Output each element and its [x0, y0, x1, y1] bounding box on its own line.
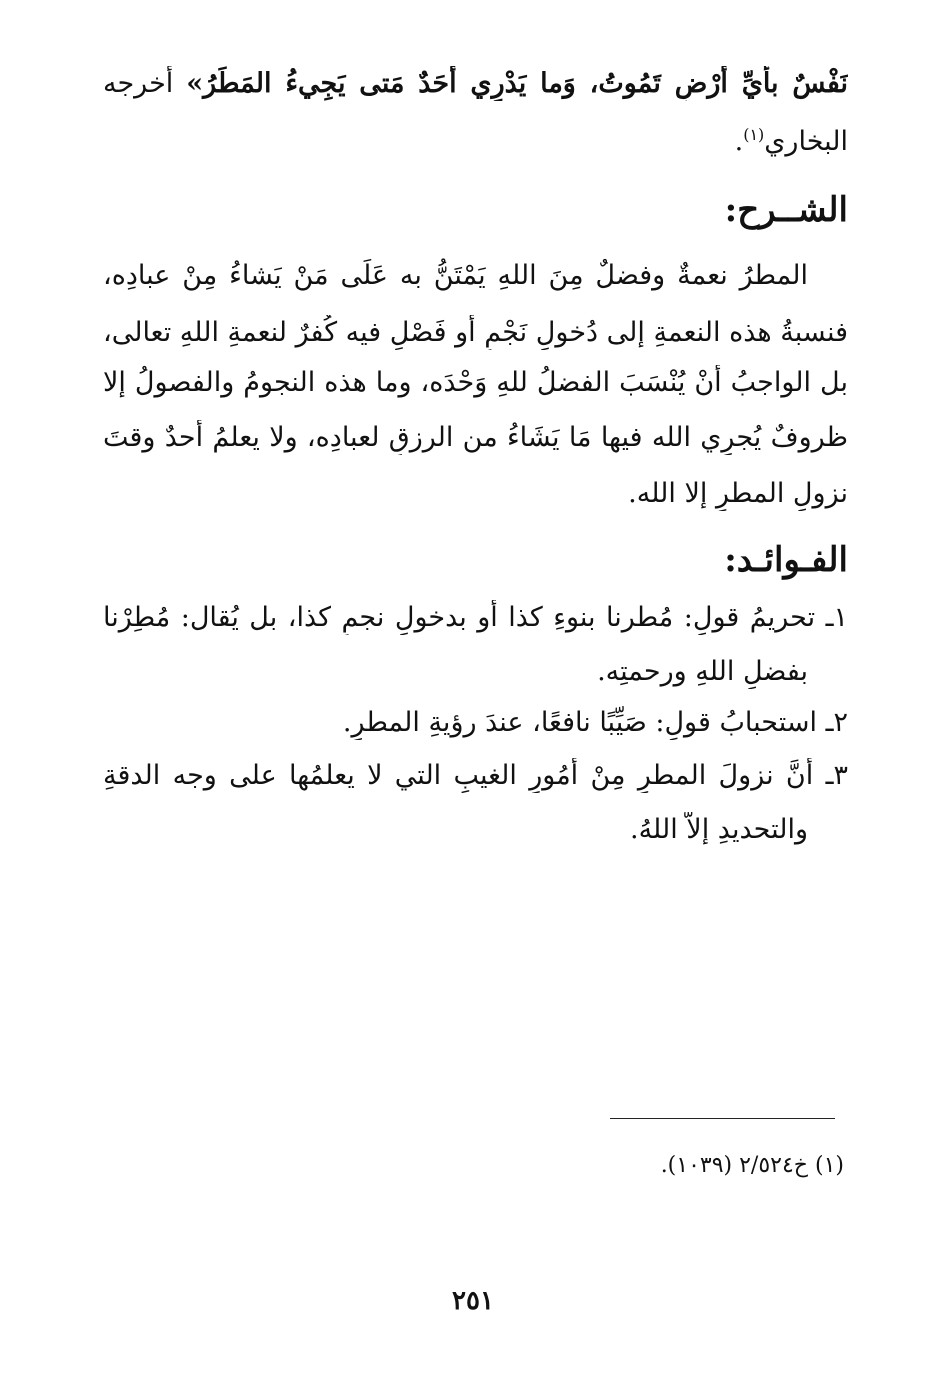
sharh-line: ظروفٌ يُجرِي الله فيها مَا يَشَاءُ من الرزقِ لعبادِه، ولا يعلمُ أحدٌ وقتَ — [103, 422, 848, 453]
footnote-separator — [610, 1118, 835, 1119]
sharh-line: فنسبةُ هذه النعمةِ إلى دُخولِ نَجْمٍ أو فَصْلٍ فيه كُفرٌ لنعمةِ اللهِ تعالى، — [103, 317, 848, 348]
hadith-line-2 — [103, 124, 848, 159]
hadith-line-1 — [103, 66, 848, 101]
fawaid-item-1-cont: بفضلِ اللهِ ورحمتِه. — [597, 656, 808, 687]
sharh-heading: الشــرح: — [724, 190, 848, 230]
fawaid-item-1: ١ـ تحريمُ قولِ: مُطرنا بنوءِ كذا أو بدخولِ نجمٍ كذا، بل يُقال: مُطِرْنا — [103, 602, 848, 633]
hadith-quote: نَفْسٌ بأَيِّ أَرْضٍ تَمُوتُ، وَما يَدْرِي أَحَدٌ مَتى يَجِيءُ المَطَرُ» — [186, 68, 848, 99]
sharh-line: نزولِ المطرِ إلا الله. — [628, 478, 848, 509]
hadith-period: . — [734, 126, 744, 157]
hadith-attribution: أخرجه — [103, 68, 187, 99]
hadith-source: البخاري — [764, 126, 848, 157]
fawaid-item-2: ٢ـ استحبابُ قولِ: صَيِّبًا نافعًا، عندَ رؤيةِ المطرِ. — [342, 707, 848, 738]
sharh-line: المطرُ نعمةٌ وفضلٌ مِنَ اللهِ يَمْتَنُّ به عَلَى مَنْ يَشاءُ مِنْ عبادِه، — [103, 260, 808, 291]
sharh-line: بل الواجبُ أنْ يُنْسَبَ الفضلُ للهِ وَحْدَه، وما هذه النجومُ والفصولُ إلا — [103, 367, 848, 398]
footnote-marker[interactable]: (١) — [743, 125, 765, 144]
fawaid-item-3: ٣ـ أنَّ نزولَ المطرِ مِنْ أُمُورِ الغيبِ التي لا يعلمُها على وجه الدقةِ — [103, 760, 848, 791]
fawaid-item-3-cont: والتحديدِ إلاّ اللهُ. — [630, 814, 808, 845]
footnote: (١) خ٢/٥٢٤ (١٠٣٩). — [660, 1153, 844, 1178]
page-number: ٢٥١ — [452, 1286, 494, 1316]
fawaid-heading: الفـوائـد: — [724, 540, 848, 580]
